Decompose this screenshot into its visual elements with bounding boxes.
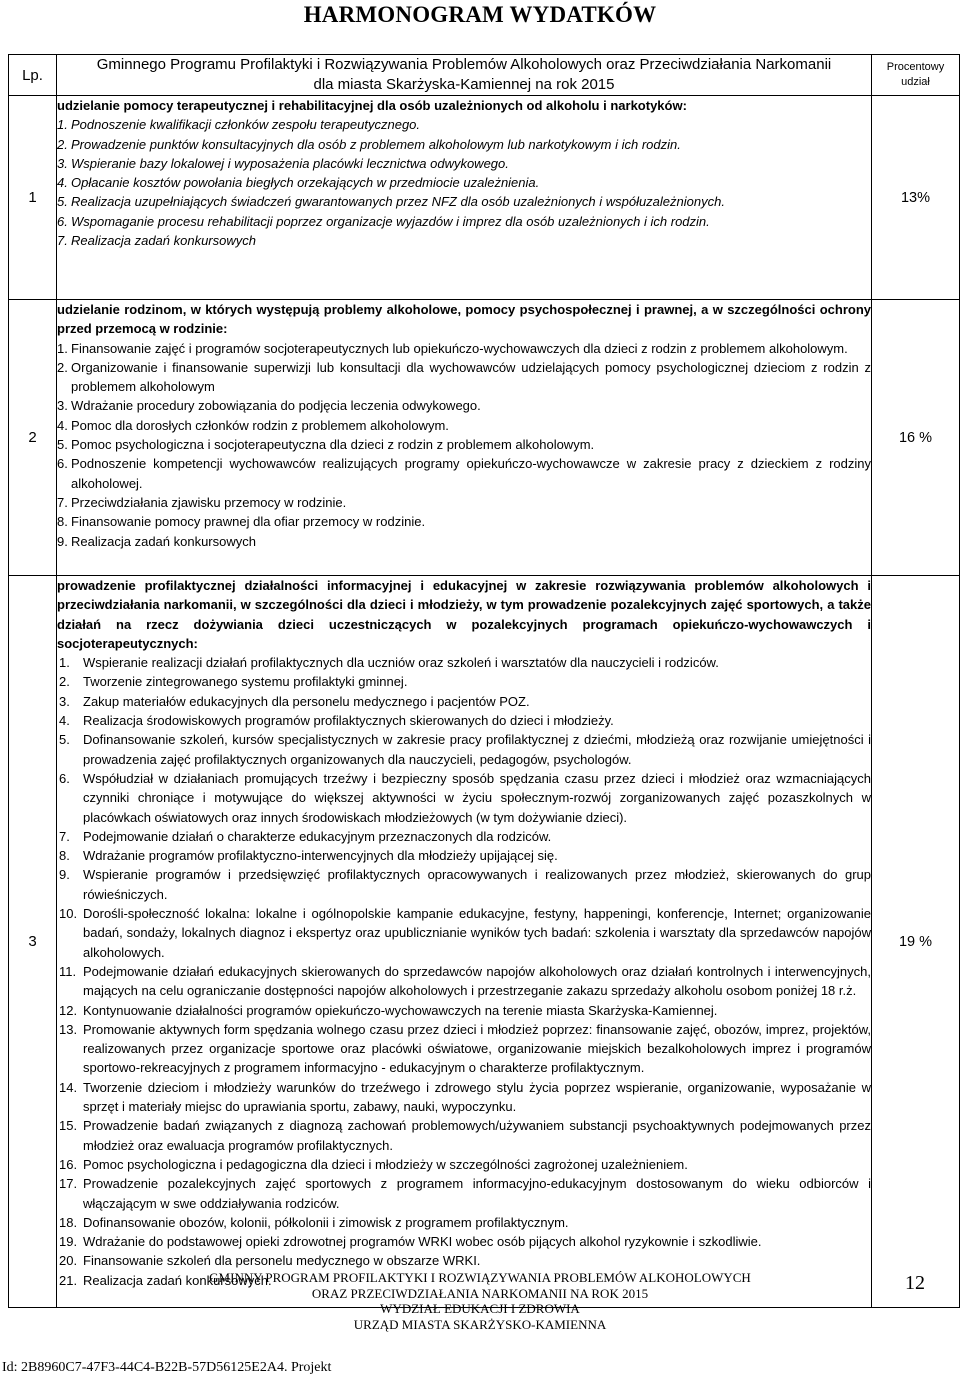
list-item-text: Kontynuowanie działalności programów opiekuńczo-wychowawczych na terenie miasta Skarżyska-Kamiennej. [83, 1002, 718, 1018]
task-lead: udzielanie pomocy terapeutycznej i rehabilitacyjnej dla osób uzależnionych od alkoholu i narkotyków: [57, 98, 687, 113]
table-row [9, 96, 960, 300]
list-item-number: 21. [59, 1272, 78, 1288]
list-item-number: 7. [57, 494, 68, 510]
list-item-text: Podejmowanie działań o charakterze edukacyjnym przeznaczonych dla rodziców. [83, 828, 552, 844]
list-item-number: 9. [57, 533, 68, 549]
list-item-number: 18. [59, 1214, 78, 1230]
list-item-number: 2. [57, 136, 68, 152]
list-item [57, 435, 871, 454]
list-item-text: Wspieranie realizacji działań profilaktycznych dla uczniów oraz szkoleń i warsztatów dla nauczycieli i rodziców. [83, 655, 719, 671]
list-item [57, 692, 871, 711]
list-item-text: Tworzenie zintegrowanego systemu profilaktyki gminnej. [83, 674, 408, 690]
list-item-text: Przeciwdziałania zjawisku przemocy w rodzinie. [71, 494, 347, 510]
list-item-number: 19. [59, 1234, 78, 1250]
list-item [57, 769, 871, 827]
list-item [57, 493, 871, 512]
percent-share: 16 % [872, 300, 960, 576]
list-item [57, 1020, 871, 1078]
list-item-text: Pomoc dla dorosłych członków rodzin z problemem alkoholowym. [71, 417, 449, 433]
list-item-number: 6. [57, 456, 68, 472]
list-item-number: 7. [59, 828, 70, 844]
list-item [57, 396, 871, 415]
list-item [57, 154, 871, 173]
list-item-number: 10. [59, 906, 78, 922]
list-item-number: 7. [57, 233, 68, 249]
row-number: 3 [9, 576, 57, 1308]
list-item [57, 212, 871, 231]
list-item-number: 2. [59, 674, 70, 690]
list-item-text: Opłacanie kosztów powołania biegłych orzekających w przedmiocie uzależnienia. [71, 175, 540, 191]
list-item-text: Pomoc psychologiczna i pedagogiczna dla dzieci i młodzieży w szczególności zagrożonej uzależnieniem. [83, 1156, 688, 1172]
list-item-text: Pomoc psychologiczna i socjoterapeutyczna dla dzieci z rodzin z problemem alkoholowym. [71, 437, 595, 453]
list-item-number: 4. [57, 175, 68, 191]
list-item-text: Wdrażanie programów profilaktyczno-interwencyjnych dla młodzieży upijającej się. [83, 848, 558, 864]
list-item [57, 653, 871, 672]
list-item [57, 416, 871, 435]
list-item [57, 962, 871, 1001]
task-lead: udzielanie rodzinom, w których występują problemy alkoholowe, pomocy psychospołecznej i prawnej, a w szczególności ochrony przed przemocą w rodzinie: [57, 302, 871, 337]
list-item-text: Dofinansowanie obozów, kolonii, półkolonii i zimowisk z programem profilaktycznym. [83, 1214, 569, 1230]
list-item-number: 2. [57, 359, 68, 375]
row-content [57, 96, 872, 300]
list-item-text: Wspomaganie procesu rehabilitacji poprzez organizacje wyjazdów i imprez dla osób uzależnionych i ich rodzin. [71, 213, 710, 229]
list-item [57, 846, 871, 865]
list-item-text: Realizacja środowiskowych programów profilaktycznych skierowanych do dzieci i młodzieży. [83, 713, 614, 729]
row-content [57, 300, 872, 576]
program-header-line2: dla miasta Skarżyska-Kamiennej na rok 2015 [313, 76, 615, 93]
table-row [9, 576, 960, 1308]
expenditure-schedule-table [8, 54, 960, 1308]
list-item [57, 192, 871, 211]
document-title: HARMONOGRAM WYDATKÓW [303, 2, 657, 27]
footer-line1: GMINNY PROGRAM PROFILAKTYKI I ROZWIĄZYWANIA PROBLEMÓW ALKOHOLOWYCH [209, 1270, 751, 1285]
percent-share: 19 % [872, 576, 960, 1308]
list-item-number: 9. [59, 867, 70, 883]
list-item-text: Prowadzenie pozalekcyjnych zajęć sportowych z programem informacyjno-edukacyjnym dostosowanym do wieku odbiorców i włączającym w swe oddziaływania rodziców. [83, 1176, 871, 1211]
row-number: 2 [9, 300, 57, 576]
list-item [57, 1116, 871, 1155]
list-item-text: Finansowanie pomocy prawnej dla ofiar przemocy w rodzinie. [71, 514, 426, 530]
program-header [57, 55, 872, 96]
list-item [57, 1155, 871, 1174]
list-item-text: Promowanie aktywnych form spędzania wolnego czasu przez dzieci i młodzież poprzez: finansowanie zajęć, obozów, imprez, projektów, realizowanych przez organizacje sportowe oraz placówki oświatowe, organizowanie miejskich bezalkoholowych imprez i programów sportowo-rekreacyjnych z programem informacyjno - edukacyjnym o charakterze profilaktycznym. [83, 1021, 871, 1076]
list-item [57, 358, 871, 397]
list-item-text: Realizacja uzupełniających świadczeń gwarantowanych przez NFZ dla osób uzależnionych i współuzależnionych. [71, 194, 725, 210]
table-row [9, 300, 960, 576]
list-item-number: 6. [59, 770, 70, 786]
list-item-number: 8. [59, 848, 70, 864]
list-item [57, 730, 871, 769]
percent-share-header: Procentowy udział [872, 55, 960, 96]
list-item-number: 4. [57, 417, 68, 433]
task-list [57, 339, 871, 551]
list-item-number: 15. [59, 1118, 78, 1134]
list-item [57, 339, 871, 358]
list-item-number: 3. [57, 155, 68, 171]
list-item-text: Finansowanie zajęć i programów socjoterapeutycznych lub opiekuńczo-wychowawczych dla dzieci z rodzin z problemem alkoholowym. [71, 340, 848, 356]
list-item-text: Zakup materiałów edukacyjnych dla personelu medycznego i pacjentów POZ. [83, 693, 530, 709]
list-item [57, 135, 871, 154]
list-item-text: Tworzenie dzieciom i młodzieży warunków do trzeźwego i zdrowego stylu życia poprzez wspieranie, organizowanie, wyposażanie w sprzęt i materiały miejsc do uprawiania sportu, zabawy, nauki, wypoczynku. [83, 1079, 871, 1115]
row-number: 1 [9, 96, 57, 300]
lp-header: Lp. [9, 55, 57, 96]
program-header-line1: Gminnego Programu Profilaktyki i Rozwiązywania Problemów Alkoholowych oraz Przeciwdziałania Narkomanii [96, 56, 832, 73]
list-item-number: 5. [57, 194, 68, 210]
list-item-text: Realizacja zadań konkursowych. [83, 1272, 272, 1288]
list-item-text: Wspieranie bazy lokalowej i wyposażenia placówki lecznictwa odwykowego. [71, 155, 509, 171]
task-list [57, 653, 871, 1290]
list-item [57, 711, 871, 730]
list-item-number: 11. [59, 963, 77, 979]
list-item-number: 3. [59, 693, 70, 709]
list-item [57, 512, 871, 531]
list-item-text: Wdrażanie procedury zobowiązania do podjęcia leczenia odwykowego. [71, 398, 481, 414]
table-header-row [9, 55, 960, 96]
list-item-text: Podnoszenie kompetencji wychowawców realizujących programy opiekuńczo-wychowawcze w zakresie pracy z dzieckiem z rodziny alkoholowej. [71, 456, 871, 491]
page-number: 12 [905, 1272, 925, 1294]
list-item [57, 115, 871, 134]
list-item-text: Organizowanie i finansowanie superwizji lub konsultacji dla wychowawców udzielających pomocy psychologicznej dzieciom z rodzin z problemem alkoholowym [71, 359, 871, 395]
list-item-number: 3. [57, 398, 68, 414]
task-lead: prowadzenie profilaktycznej działalności informacyjnej i edukacyjnej w zakresie rozwiązywania problemów alkoholowych i przeciwdziałania narkomanii, w szczególności dla dzieci i młodzieży, w tym prowadzenie pozalekcyjnych zajęć sportowych, a także działań na rzecz dożywiania dzieci uczestniczących w pozalekcyjnych programach opiekuńczo-wychowawczych i socjoterapeutycznych: [57, 578, 871, 651]
list-item-number: 12. [59, 1002, 78, 1018]
list-item-text: Współudział w działaniach promujących trzeźwy i bezpieczny sposób spędzania czasu przez dzieci i młodzież oraz wzmacniających czynniki chroniące i motywujące do większej aktywności w życiu społecznym-rozwój zorganizowanych zajęć pozaszkolnych w placówkach oświatowych oraz innych środowiskach młodzieżowych (w tym dożywianie dzieci). [83, 770, 871, 825]
list-item-text: Podnoszenie kwalifikacji członków zespołu terapeutycznego. [71, 117, 421, 133]
list-item-number: 5. [57, 437, 68, 453]
list-item-number: 6. [57, 213, 68, 229]
list-item-text: Wdrażanie do podstawowej opieki zdrowotnej programów WRKI wobec osób pijących alkohol ryzykownie i szkodliwie. [83, 1234, 762, 1250]
list-item-number: 1. [59, 655, 70, 671]
list-item [57, 231, 871, 250]
list-item [57, 1078, 871, 1117]
list-item-number: 1. [57, 340, 68, 356]
list-item [57, 827, 871, 846]
list-item [57, 1213, 871, 1232]
list-item-number: 13. [59, 1021, 78, 1037]
list-item-text: Finansowanie szkoleń dla personelu medycznego w obszarze WRKI. [83, 1253, 481, 1269]
list-item [57, 1001, 871, 1020]
list-item-number: 8. [57, 514, 68, 530]
list-item [57, 173, 871, 192]
list-item-number: 5. [59, 732, 70, 748]
footer-line3: WYDZIAŁ EDUKACJI I ZDROWIA [380, 1301, 580, 1317]
list-item [57, 1251, 871, 1270]
percent-share: 13% [872, 96, 960, 300]
list-item-text: Realizacja zadań konkursowych [71, 533, 256, 549]
list-item-text: Realizacja zadań konkursowych [71, 233, 256, 249]
list-item-number: 1. [57, 117, 68, 133]
list-item [57, 532, 871, 551]
list-item-text: Podejmowanie działań edukacyjnych skierowanych do sprzedawców napojów alkoholowych oraz działań kontrolnych i interwencyjnych, mających na celu ograniczanie dostępności napojów alkoholowych i przestrzeganie zakazu sprzedaży alkoholu osobom poniżej 18 r.ż. [83, 963, 871, 999]
list-item [57, 1174, 871, 1213]
list-item-text: Dorośli-społeczność lokalna: lokalne i ogólnopolskie kampanie edukacyjne, festyny, happeningi, konferencje, Internet; organizowanie badań, sondaży, lokalnych diagnoz i ekspertyz oraz upublicznianie wyników tych badań: szkolenia i warsztaty dla sprzedawców napojów alkoholowych. [83, 906, 871, 960]
list-item [57, 454, 871, 493]
row-content [57, 576, 872, 1308]
list-item-number: 14. [59, 1079, 78, 1095]
list-item-number: 20. [59, 1253, 78, 1269]
footer-line4: URZĄD MIASTA SKARŻYSKO-KAMIENNA [353, 1316, 607, 1332]
list-item-text: Prowadzenie punktów konsultacyjnych dla osób z problemem alkoholowym lub narkotykowym i ich rodzin. [71, 136, 681, 152]
footer-line2: ORAZ PRZECIWDZIAŁANIA NARKOMANII NA ROK 2015 [311, 1285, 649, 1301]
list-item-number: 17. [59, 1176, 78, 1192]
list-item-text: Prowadzenie badań związanych z diagnozą zachowań problemowych/używaniem substancji psychoaktywnych podejmowanych przez młodzież oraz ewaluacja programów profilaktycznych. [83, 1118, 871, 1153]
list-item [57, 672, 871, 691]
list-item [57, 865, 871, 904]
document-id: Id: 2B8960C7-47F3-44C4-B22B-57D56125E2A4. Projekt [2, 1360, 332, 1375]
list-item [57, 904, 871, 962]
list-item-text: Wspieranie programów i przedsięwzięć profilaktycznych opracowywanych i realizowanych przez młodzież, skierowanych do grup rówieśniczych. [83, 867, 871, 902]
page-footer [0, 1270, 960, 1332]
list-item-number: 4. [59, 713, 70, 729]
list-item-text: Dofinansowanie szkoleń, kursów specjalistycznych w zakresie pracy profilaktycznej z dziećmi, młodzieżą oraz rozwijanie umiejętności i prowadzenia zajęć profilaktycznych organizowanych dla nauczycieli, pedagogów, psychologów. [83, 732, 871, 767]
list-item [57, 1232, 871, 1251]
task-list [57, 115, 871, 250]
list-item-number: 16. [59, 1156, 78, 1172]
